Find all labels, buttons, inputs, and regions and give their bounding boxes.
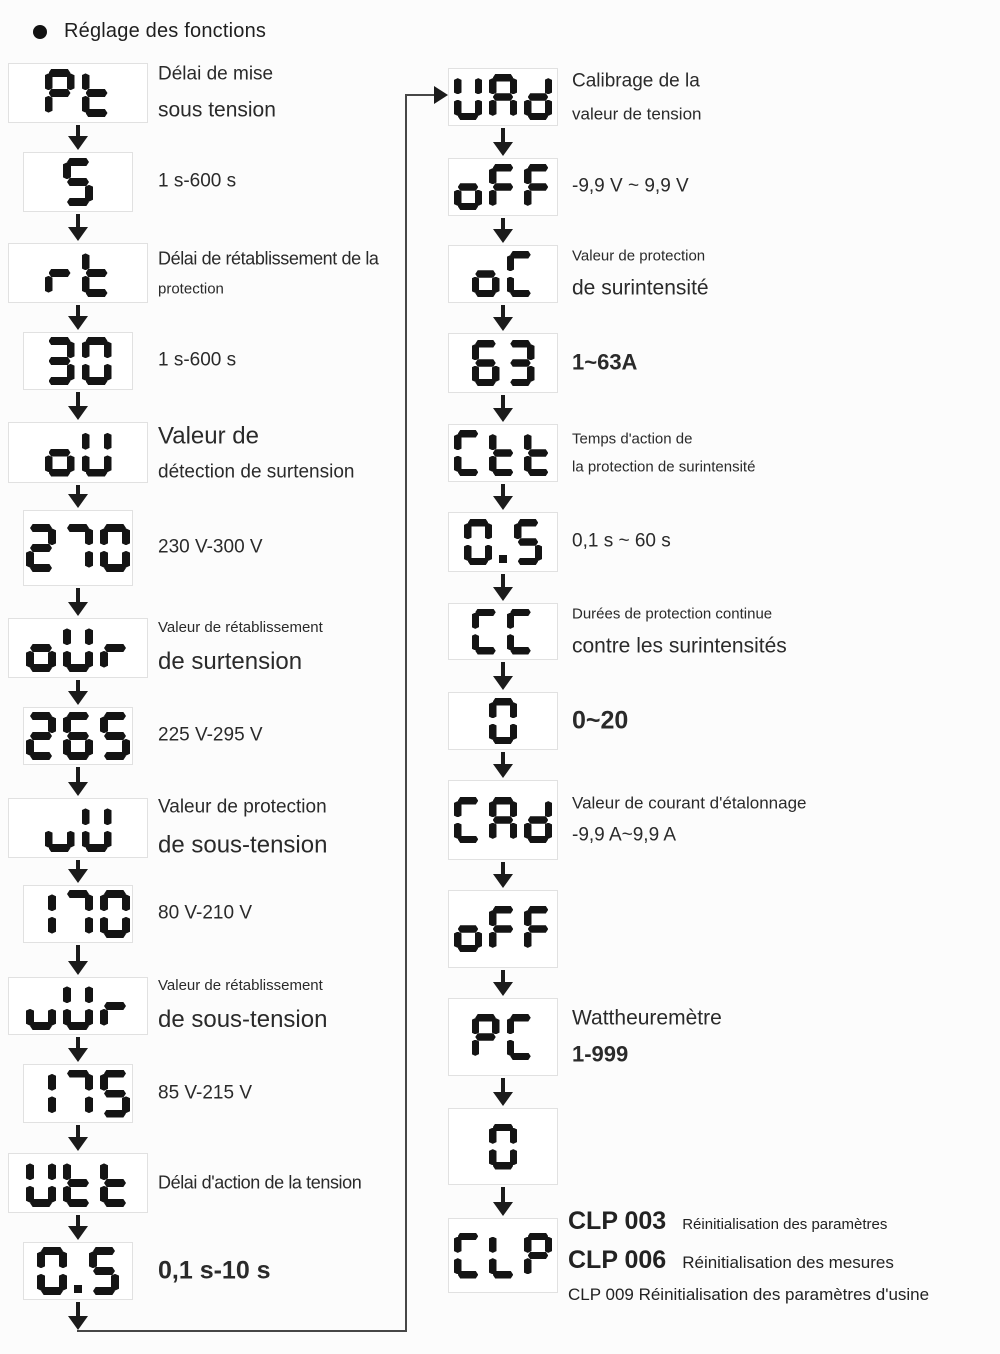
node-label-line: Délai d'action de la tension <box>158 1172 362 1193</box>
node-label <box>572 1003 722 1070</box>
segment-g <box>493 93 514 101</box>
segment-d <box>518 558 539 566</box>
node-label-line: Valeur de protection <box>572 247 706 265</box>
node-label-line: Valeur de <box>158 421 259 449</box>
down-arrow-icon <box>493 395 513 422</box>
node-label-line: 0,1 s ~ 60 s <box>572 530 671 552</box>
seg-display <box>489 698 517 744</box>
segment-g <box>528 183 549 191</box>
down-arrow-icon <box>68 680 88 705</box>
segment-b <box>545 78 553 94</box>
seg-digit-d <box>524 797 552 843</box>
node-label <box>158 169 236 196</box>
clp-desc: Réinitialisation des paramètres <box>682 1215 888 1233</box>
down-arrow-icon <box>493 752 513 778</box>
node-label-line: protection <box>158 280 224 298</box>
segment-e <box>507 277 515 293</box>
segment-e <box>472 1040 480 1056</box>
segment-e <box>472 634 480 650</box>
node-label-line: Valeur de rétablissement <box>158 977 323 995</box>
node-label-line: 1 s-600 s <box>158 349 237 371</box>
seg-display <box>472 251 535 297</box>
node-label-line: la protection de surintensité <box>572 458 756 476</box>
seg-digit-o <box>454 906 482 952</box>
seg-digit-C <box>454 797 482 843</box>
node-label <box>158 1170 361 1195</box>
segment-g <box>475 359 496 367</box>
seg-display <box>454 1233 552 1279</box>
segment-f <box>454 801 462 817</box>
segment-f <box>472 1018 480 1034</box>
node-label-line: de sous-tension <box>158 831 328 858</box>
segment-f <box>489 702 497 718</box>
node-label-line: Valeur de protection <box>158 796 327 818</box>
down-arrow-icon <box>493 862 513 888</box>
segment-f <box>489 1237 497 1253</box>
down-arrow-icon <box>68 305 88 330</box>
node-label <box>158 348 236 375</box>
segment-g <box>528 1252 549 1260</box>
loop-connector-top <box>405 94 436 96</box>
node-label <box>158 723 263 750</box>
segment-e <box>489 932 497 948</box>
node-label-line: 1-999 <box>572 1041 629 1067</box>
segment-b <box>510 1128 518 1144</box>
down-arrow-icon <box>68 860 88 883</box>
segment-e <box>524 823 532 839</box>
seg-digit-t <box>524 430 552 476</box>
down-arrow-icon <box>493 218 513 243</box>
display-box-0 <box>448 1108 558 1185</box>
display-box-0_5 <box>448 512 558 572</box>
node-label-line: Valeur de courant d'étalonnage <box>572 793 807 813</box>
segment-f <box>524 1237 532 1253</box>
node-label <box>572 245 709 302</box>
clp-code: CLP 006 <box>568 1245 667 1274</box>
down-arrow-icon <box>493 662 513 690</box>
seg-digit-o <box>454 164 482 210</box>
down-arrow-icon <box>493 305 513 331</box>
down-arrow-icon <box>493 970 513 996</box>
node-label-line: 0,1 s-10 s <box>158 1256 271 1285</box>
segment-g <box>458 183 479 191</box>
segment-g <box>528 93 549 101</box>
segment-f <box>454 78 462 94</box>
node-label <box>572 791 807 848</box>
bullet-icon <box>33 25 47 39</box>
down-arrow-icon <box>493 1078 513 1106</box>
down-arrow-icon <box>68 214 88 241</box>
clp-code: CLP 003 <box>568 1206 667 1235</box>
display-box-CLP <box>448 1218 558 1293</box>
segment-e <box>507 634 515 650</box>
segment-e <box>489 724 497 740</box>
down-arrow-icon <box>68 945 88 975</box>
node-label-line: Temps d'action de <box>572 430 693 448</box>
node-label-line: Wattheuremètre <box>572 1006 722 1030</box>
seg-display <box>454 430 552 476</box>
seg-digit-0 <box>489 1124 517 1170</box>
segment-e <box>489 100 497 116</box>
seg-display <box>472 340 535 386</box>
segment-f <box>507 613 515 629</box>
segment-e <box>524 932 532 948</box>
node-label-line: Durées de protection continue <box>572 604 773 622</box>
segment-b <box>510 702 518 718</box>
segment-g <box>475 1033 496 1041</box>
display-box-PC <box>448 998 558 1076</box>
seg-digit-C <box>507 1014 535 1060</box>
seg-digit-C <box>454 1233 482 1279</box>
seg-digit-P <box>472 1014 500 1060</box>
node-label-line: Délai de rétablissement de la <box>158 248 379 269</box>
segment-e <box>524 1258 532 1274</box>
seg-digit-L <box>489 1233 517 1279</box>
segment-f <box>524 168 532 184</box>
segment-f <box>507 1018 515 1034</box>
display-box-oC <box>448 245 558 303</box>
segment-b <box>510 78 518 94</box>
segment-b <box>545 1237 553 1253</box>
loop-connector-bottom <box>77 1330 407 1332</box>
seg-digit-F <box>489 906 517 952</box>
segment-f <box>524 434 532 450</box>
down-arrow-icon <box>68 767 88 796</box>
seg-digit-3 <box>507 340 535 386</box>
segment-f <box>464 523 472 539</box>
segment-e <box>507 1040 515 1056</box>
seg-digit-t <box>489 430 517 476</box>
section-header <box>33 20 266 43</box>
display-box-CC <box>448 603 558 660</box>
seg-digit-C <box>507 251 535 297</box>
down-arrow-icon <box>68 588 88 616</box>
down-arrow-icon <box>493 574 513 601</box>
node-label-line: 85 V-215 V <box>158 1082 253 1104</box>
decimal-point-icon <box>499 555 507 563</box>
segment-b <box>527 344 535 360</box>
clp-label-line <box>568 1207 929 1236</box>
seg-display <box>454 74 552 120</box>
node-label-line: de surintensité <box>572 276 709 300</box>
seg-digit-C <box>507 609 535 655</box>
down-arrow-icon <box>493 128 513 156</box>
segment-e <box>454 190 462 206</box>
segment-e <box>472 366 480 382</box>
segment-c <box>510 823 518 839</box>
segment-e <box>489 456 497 472</box>
node-label <box>158 901 252 928</box>
loop-connector-vertical <box>405 94 407 1332</box>
loop-arrowhead-icon <box>434 86 448 104</box>
node-label-line: sous tension <box>158 98 276 122</box>
node-label-line: de sous-tension <box>158 1006 328 1034</box>
segment-d <box>510 379 531 387</box>
node-label <box>158 1080 252 1107</box>
segment-g <box>493 183 514 191</box>
segment-g <box>528 449 549 457</box>
display-box-CAd <box>448 780 558 860</box>
section-title: Réglage des fonctions <box>64 20 267 42</box>
node-label <box>572 348 637 379</box>
segment-e <box>454 1258 462 1274</box>
node-label-line: valeur de tension <box>572 103 702 123</box>
segment-g <box>458 925 479 933</box>
display-box-oFF <box>448 890 558 968</box>
down-arrow-icon <box>68 1125 88 1151</box>
node-label <box>158 794 327 861</box>
node-label <box>158 1254 271 1289</box>
seg-digit-C <box>472 609 500 655</box>
segment-f <box>507 255 515 271</box>
node-label <box>572 68 701 125</box>
node-label <box>572 429 755 478</box>
segment-g <box>528 925 549 933</box>
node-label-line: -9,9 V ~ 9,9 V <box>572 175 689 197</box>
clp-label-line <box>568 1285 929 1305</box>
display-box-UAd <box>448 68 558 126</box>
segment-g <box>493 816 514 824</box>
segment-g <box>518 538 539 546</box>
segment-b <box>545 801 553 817</box>
node-label-line: -9,9 A~9,9 A <box>572 824 677 846</box>
segment-f <box>524 910 532 926</box>
segment-e <box>464 545 472 561</box>
seg-digit-5 <box>514 519 542 565</box>
seg-display <box>472 609 535 655</box>
seg-digit-C <box>454 430 482 476</box>
segment-f <box>472 344 480 360</box>
segment-f <box>489 801 497 817</box>
seg-digit-F <box>524 906 552 952</box>
segment-f <box>489 910 497 926</box>
node-label <box>572 174 689 201</box>
seg-digit-o <box>472 251 500 297</box>
down-arrow-icon <box>68 485 88 508</box>
segment-b <box>510 801 518 817</box>
down-arrow-icon <box>493 484 513 510</box>
seg-display <box>454 906 552 952</box>
node-label-line: 225 V-295 V <box>158 724 263 746</box>
seg-digit-F <box>489 164 517 210</box>
segment-g <box>493 449 514 457</box>
segment-e <box>524 456 532 472</box>
segment-e <box>489 1258 497 1274</box>
seg-digit-P <box>524 1233 552 1279</box>
seg-display <box>454 797 552 843</box>
segment-f <box>489 78 497 94</box>
node-label-line: contre les surintensités <box>572 633 787 657</box>
seg-digit-F <box>524 164 552 210</box>
seg-digit-6 <box>472 340 500 386</box>
display-box-0 <box>448 692 558 750</box>
seg-digit-d <box>524 74 552 120</box>
segment-c <box>510 100 518 116</box>
node-label <box>572 603 787 660</box>
segment-e <box>454 456 462 472</box>
segment-f <box>454 1237 462 1253</box>
segment-f <box>454 434 462 450</box>
seg-digit-A <box>489 74 517 120</box>
node-label <box>158 62 276 125</box>
clp-label-block <box>568 1207 929 1305</box>
segment-g <box>475 270 496 278</box>
node-label <box>572 704 628 739</box>
segment-e <box>454 823 462 839</box>
node-label-line: Valeur de rétablissement <box>158 619 323 637</box>
seg-display <box>464 519 542 565</box>
down-arrow-icon <box>68 1302 88 1330</box>
node-label <box>158 535 263 562</box>
segment-b <box>475 78 483 94</box>
node-label-line: de surtension <box>158 648 303 676</box>
down-arrow-icon <box>68 125 88 150</box>
clp-label-line <box>568 1246 929 1275</box>
clp-desc: CLP 009 Réinitialisation des paramètres d'usine <box>568 1284 930 1304</box>
node-label <box>158 617 323 679</box>
segment-e <box>454 100 462 116</box>
seg-display <box>472 1014 535 1060</box>
node-label-line: Délai de mise <box>158 63 274 85</box>
seg-display <box>489 1124 517 1170</box>
segment-e <box>489 823 497 839</box>
display-box-oFF <box>448 158 558 216</box>
down-arrow-icon <box>493 1187 513 1216</box>
node-label-line: 1 s-600 s <box>158 170 237 192</box>
seg-display <box>454 164 552 210</box>
segment-e <box>489 1149 497 1165</box>
segment-e <box>524 100 532 116</box>
node-label-line: 230 V-300 V <box>158 536 263 558</box>
seg-digit-0 <box>464 519 492 565</box>
segment-e <box>472 277 480 293</box>
seg-digit-U <box>454 74 482 120</box>
node-label-line: Calibrage de la <box>572 70 700 92</box>
segment-g <box>493 925 514 933</box>
segment-b <box>485 523 493 539</box>
display-box-63 <box>448 333 558 393</box>
segment-f <box>472 613 480 629</box>
segment-f <box>514 523 522 539</box>
node-label-line: 80 V-210 V <box>158 902 253 924</box>
down-arrow-icon <box>68 392 88 420</box>
node-label <box>572 529 671 556</box>
segment-g <box>528 816 549 824</box>
segment-f <box>489 1128 497 1144</box>
segment-b <box>492 1018 500 1034</box>
display-box-Ctt <box>448 424 558 482</box>
down-arrow-icon <box>68 1037 88 1062</box>
node-label-line: détection de surtension <box>158 461 355 483</box>
seg-digit-A <box>489 797 517 843</box>
node-label <box>158 419 354 486</box>
clp-desc: Réinitialisation des mesures <box>682 1252 894 1272</box>
node-label-line: 0~20 <box>572 706 629 735</box>
segment-f <box>489 434 497 450</box>
segment-e <box>454 932 462 948</box>
node-label-line: 1~63A <box>572 349 638 375</box>
seg-digit-0 <box>489 698 517 744</box>
node-label <box>158 246 379 299</box>
segment-e <box>489 190 497 206</box>
segment-g <box>510 359 531 367</box>
node-label <box>158 975 327 1037</box>
segment-e <box>524 190 532 206</box>
down-arrow-icon <box>68 1215 88 1240</box>
segment-f <box>489 168 497 184</box>
